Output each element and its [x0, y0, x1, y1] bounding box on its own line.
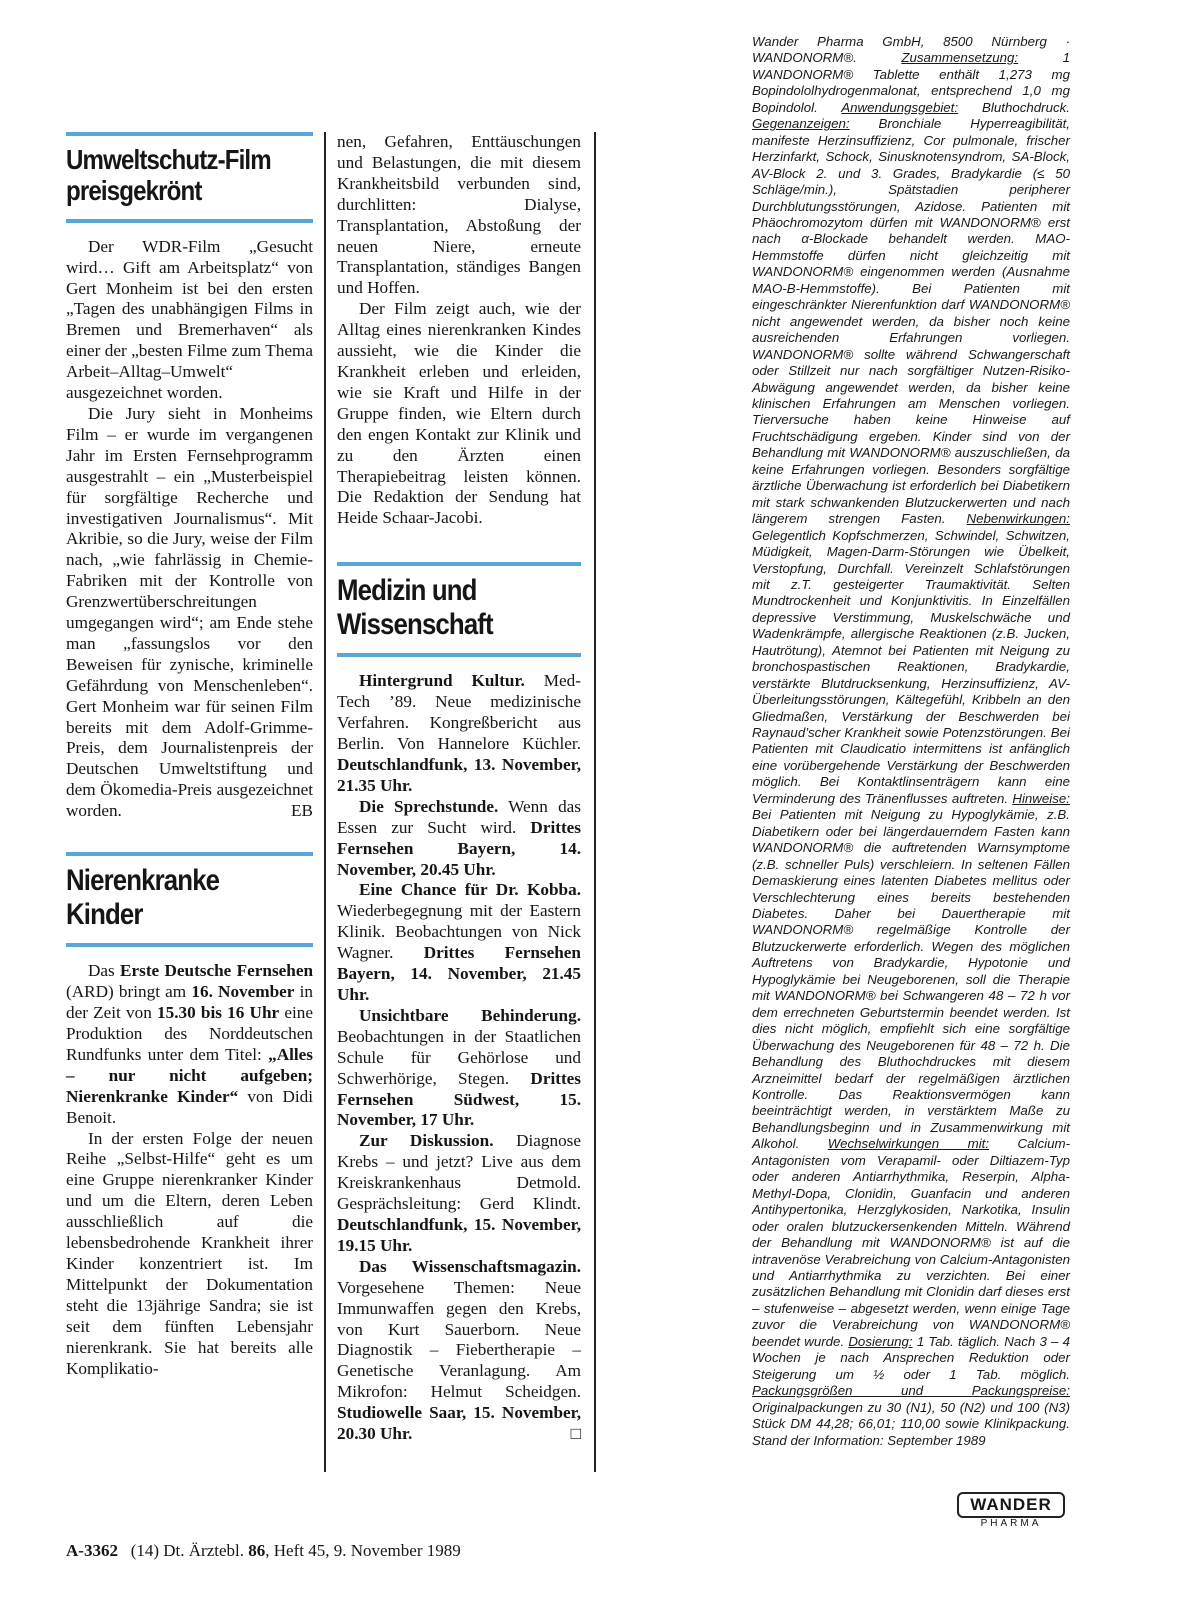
- program-description: Diagnose Krebs – und jetzt? Live aus dem Kreiskrankenhaus Detmold. Gesprächsleitung: Gerd Klindt.: [337, 1131, 582, 1214]
- heading-rule-top: [66, 132, 313, 136]
- pharma-text: 1 WANDONORM® Tablette enthält 1,273 mg Bopindololhydrogenmalonat, entsprechend 1,0 mg Bopindolol.: [752, 50, 1070, 115]
- page-number: A-3362: [66, 1541, 118, 1560]
- text: (ARD) bringt am: [66, 982, 192, 1002]
- heading-nierenkranke: Nierenkranke Kinder: [66, 864, 220, 931]
- paragraph: Der Film zeigt auch, wie der Alltag eines nierenkranken Kindes aussieht, wie die Kinder die Krankheit erleben und erleiden, wie sie Kraft und Hilfe in der Gruppe finden, wie Eltern durch den engen Kontakt zur Klinik und zu den Ärzten einen Therapiebeitrag leisten können. Die Redaktion der Sendung hat Heide Schaar-Jacobi.: [337, 299, 581, 528]
- program-title: Hintergrund Kultur.: [359, 671, 525, 691]
- heading-rule-bottom: [66, 219, 313, 223]
- program-broadcast: Drittes Fernsehen Südwest, 15. November, 17 Uhr.: [337, 1068, 581, 1130]
- text: von Didi Benoit.: [66, 1086, 313, 1127]
- program-title: Das Wissenschaftsmagazin.: [359, 1256, 581, 1276]
- heading-umweltschutz: Umweltschutz-Film preisgekrönt: [66, 144, 271, 207]
- pharma-text: Wander Pharma GmbH, 8500 Nürnberg · WANDONORM®.: [752, 34, 1070, 66]
- pharma-text: Bluthochdruck.: [958, 99, 1070, 115]
- pharma-info: [752, 34, 1070, 1449]
- section-label: Gegenanzeigen:: [752, 116, 850, 132]
- program-broadcast: Drittes Fernsehen Bayern, 14. November, 21.45 Uhr.: [337, 943, 581, 1004]
- section-label: Dosierung:: [848, 1333, 913, 1349]
- program-description: Beobachtungen in der Staatlichen Schule für Gehörlose und Schwerhörige, Stegen.: [337, 1026, 581, 1088]
- program-description: Wenn das Essen zur Sucht wird.: [337, 796, 581, 837]
- paragraph: [66, 961, 313, 1128]
- program-broadcast: Deutschlandfunk, 13. November, 21.35 Uhr.: [337, 755, 581, 795]
- paragraph: Die Jury sieht in Monheims Film – er wurde im vergangenen Jahr im Ersten Fernsehprogramm ausgestrahlt – ein „Musterbeispiel für sorgfältige Recherche und investigativen Journalismus“. Mit Akribie, so die Jury, weise der Film nach, „wie fahrlässig in Chemie-Fabriken mit der Kontrolle von Grenzwertüberschreitungen umgegangen wird“; am Ende stehe man „fassungslos vor den Beweisen für zynische, kriminelle Gefährdung von Menschenleben“. Gert Monheim war für seinen Film bereits mit dem Adolf-Grimme-Preis, dem Journalistenpreis der Deutschen Umweltstiftung und dem Ökomedia-Preis ausgezeichnet worden. EB: [66, 403, 313, 821]
- article-umweltschutz: [66, 237, 313, 822]
- article-nierenkranke: [66, 961, 313, 1379]
- paragraph: Der WDR-Film „Gesucht wird… Gift am Arbeitsplatz“ von Gert Monheim ist bei den ersten „Tagen des unabhängigen Films in Bremen und Bremerhaven“ als einer der „besten Filme zum Thema Arbeit–Alltag–Umwelt“ ausgezeichnet worden.: [66, 236, 313, 403]
- program-title: Zur Diskussion.: [359, 1131, 494, 1151]
- program-broadcast: Studiowelle Saar, 15. November, 20.30 Uhr.: [337, 1403, 581, 1444]
- program-broadcast: Deutschlandfunk, 15. November, 19.15 Uhr.: [337, 1214, 581, 1255]
- program-entry: [337, 880, 581, 1005]
- signature: EB: [291, 801, 313, 821]
- section-label: Anwendungsgebiet:: [841, 99, 959, 115]
- program-description: Wiederbegegnung mit der Eastern Klinik. Beobachtungen von Nick Wagner.: [337, 901, 581, 963]
- footer-issue: , Heft 45, 9. November 1989: [265, 1541, 461, 1560]
- column-divider: [324, 132, 326, 1472]
- program-entry: [337, 1257, 581, 1445]
- program-entry: [337, 671, 581, 796]
- column-divider: [594, 132, 596, 1472]
- program-title: Unsichtbare Behinderung.: [359, 1005, 581, 1025]
- page-footer: [66, 1541, 461, 1561]
- pharma-text: 1 Tab. täglich. Nach 3 – 4 Wochen je nach Ansprechen Reduktion oder Steigerung um ½ oder 1 Tab. möglich.: [752, 1333, 1070, 1382]
- end-mark: □: [570, 1424, 581, 1444]
- heading-rule-bottom: [66, 943, 313, 947]
- pharma-text: Gelegentlich Kopfschmerzen, Schwindel, Schwitzen, Müdigkeit, Magen-Darm-Störungen wie Übelkeit, Verstopfung, Durchfall. Vereinzelt Schlafstörungen mit z.T. gesteigerter Traumaktivität. Selten Mundtrockenheit und Konjunktivitis. In Einzelfällen depressive Verstimmung, Muskelschwäche und Wadenkrämpfe, allergische Reaktionen (z.B. Jucken, Hautrötung), Atemnot bei Patienten mit Neigung zu bronchospastischen Reaktionen, Bradykardie, verstärkte Blutdrucksenkung, Herzinsuffizienz, AV-Überleitungsstörungen, Kältegefühl, Kribbeln an den Gliedmaßen, Verstärkung der Beschwerden bei Raynaud’scher Krankheit sowie Potenzstörungen. Bei Patienten mit Claudicatio intermittens ist anfänglich eine vorübergehende Verstärkung der Beschwerden möglich. Bei Kontaktlinsenträgern kann eine Verminderung des Tränenflusses auftreten.: [752, 527, 1070, 806]
- heading-rule-bottom: [337, 653, 581, 657]
- program-entry: [337, 797, 581, 881]
- text: in der Zeit von: [66, 982, 313, 1023]
- pharma-text: Bei Patienten mit Neigung zu Hypoglykämie, z.B. Diabetikern oder bei längerdauerndem Fasten kann WANDONORM® die auftretenden Warnsymptome (z.B. schneller Puls) verschleiern. In seltenen Fällen Demaskierung eines latenten Diabetes mellitus oder Verschlechterung eines bereits bestehenden Diabetes. Daher bei Dauertherapie mit WANDONORM® regelmäßige Kontrolle der Blutzuckerwerte erforderlich. Wegen des möglichen Auftretens von Bradykardie, Hypotonie und Hypoglykämie bei Neugeborenen, soll die Therapie mit WANDONORM® bei Schwangeren 48 – 72 h vor dem errechneten Geburtstermin beendet werden. Ist dies nicht möglich, empfiehlt sich eine sorgfältige Überwachung des Neugeborenen für 48 – 72 h. Die Behandlung des Bluthochdruckes mit diesem Arzneimittel bedarf der regelmäßigen ärztlichen Kontrolle. Das Reaktionsvermögen kann beeinträchtigt werden, in verstärktem Maße zu Behandlungsbeginn und in Zusammenwirkung mit Alkohol.: [752, 807, 1070, 1152]
- column-1: [66, 132, 313, 1379]
- column-2: [337, 132, 581, 1445]
- bold-text: 16. November: [191, 982, 295, 1002]
- program-title: Eine Chance für Dr. Kobba.: [359, 880, 581, 900]
- program-list: [337, 671, 581, 1445]
- section-label: Hinweise:: [1012, 790, 1070, 806]
- program-entry: [337, 1131, 581, 1256]
- paragraph: In der ersten Folge der neuen Reihe „Selbst-Hilfe“ geht es um eine Gruppe nierenkranker Kinder und um die Eltern, deren Leben ausschließlich auf die lebensbedrohende Krankheit ihrer Kinder konzentriert ist. Im Mittelpunkt der Dokumentation steht die 13jährige Sandra; sie ist seit dem fünften Lebensjahr nierenkrank. Sie hat bereits alle Komplikatio-: [66, 1128, 313, 1378]
- section-label: Nebenwirkungen:: [966, 511, 1070, 527]
- bold-text: 15.30 bis 16 Uhr: [157, 1003, 280, 1023]
- heading-medizin: Medizin und Wissenschaft: [337, 574, 493, 641]
- program-broadcast: Drittes Fernsehen Bayern, 14. November, 20.45 Uhr.: [337, 817, 581, 879]
- section-label: Wechselwirkungen mit:: [827, 1136, 990, 1152]
- text: Das: [88, 961, 121, 981]
- section-label: Packungsgrößen und Packungspreise:: [752, 1383, 1070, 1399]
- text: eine Produktion des Norddeutschen Rundfunks unter dem Titel:: [66, 1003, 314, 1064]
- program-title: Die Sprechstunde.: [359, 796, 499, 816]
- program-description: Vorgesehene Themen: Neue Immunwaffen gegen den Krebs, von Kurt Sauerborn. Neue Diagnostik – Fiebertherapie – Genetische Veranlagung. Am Mikrofon: Helmut Scheidgen.: [337, 1277, 581, 1402]
- footer-journal: (14) Dt. Ärztebl.: [130, 1541, 249, 1560]
- heading-rule-top: [66, 852, 313, 856]
- pharma-text: Originalpackungen zu 30 (N1), 50 (N2) und 100 (N3) Stück DM 44,28; 66,01; 110,00 sowie Klinikpackung. Stand der Information: September 1989: [752, 1399, 1070, 1448]
- footer-volume: 86: [248, 1541, 266, 1560]
- pharma-text: Bronchiale Hyperreagibilität, manifeste Herzinsuffizienz, Cor pulmonale, frischer Herzinfarkt, Schock, Sinusknotensyndrom, SA-Block, AV-Block 2. und 3. Grades, Bradykardie (≤ 50 Schläge/min.), Spätstadien peripherer Durchblutungsstörungen, Azidose. Patienten mit Phäochromozytom dürfen mit WANDONORM® erst nach α-Blockade behandelt werden. MAO-Hemmstoffe dürfen nicht gleichzeitig mit WANDONORM® eingenommen werden (Ausnahme MAO-B-Hemmstoffe). Bei Patienten mit eingeschränkter Nierenfunktion darf WANDONORM® nicht angewendet werden, da bisher noch keine ausreichenden Erfahrungen vorliegen. WANDONORM® sollte während Schwangerschaft oder Stillzeit nur nach sorgfältiger Nutzen-Risiko-Abwägung angewendet werden, da bisher keine klinischen Erfahrungen am Menschen vorliegen. Tierversuche haben keine Hinweise auf Fruchtschädigung ergeben. Kinder sind von der Behandlung mit WANDONORM® auszuschließen, da keine Erfahrungen vorliegen. Besonders sorgfältige ärztliche Überwachung ist erforderlich bei Diabetikern mit stark schwankenden Blutzuckerwerten und nach längerem strengen Fasten.: [752, 116, 1070, 527]
- wander-pharma-logo: [957, 1492, 1065, 1532]
- bold-text: Erste Deutsche Fernsehen: [120, 961, 314, 981]
- bold-text: „Alles – nur nicht aufgeben; Nierenkranke Kinder“: [66, 1044, 313, 1106]
- logo-subtext: PHARMA: [980, 1518, 1042, 1529]
- logo-box: WANDER: [957, 1492, 1065, 1518]
- heading-rule-top: [337, 562, 581, 566]
- program-description: Med-Tech ’89. Neue medizinische Verfahren. Kongreßbericht aus Berlin. Von Hannelore Küchler.: [337, 671, 581, 754]
- section-label: Zusammensetzung:: [901, 50, 1019, 66]
- paragraph: nen, Gefahren, Enttäuschungen und Belastungen, die mit diesem Krankheitsbild verbunden sind, durchlitten: Dialyse, Transplantation, Abstoßung der neuen Niere, erneute Transplantation, ständiges Bangen und Hoffen.: [337, 132, 581, 298]
- article-continuation: [337, 132, 581, 529]
- pharma-text: Calcium-Antagonisten vom Verapamil- oder Diltiazem-Typ oder anderen Antiarrhythmika, Reserpin, Alpha-Methyl-Dopa, Clonidin, Guanfacin und anderen Antihypertonika, Herzglykosiden, Narkotika, Insulin oder oralen blutzuckersenkenden Mitteln. Während der Behandlung mit WANDONORM® ist auf die intravenöse Verabreichung von Calcium-Antagonisten und Antiarrhythmika zu verzichten. Bei einer zusätzlichen Behandlung mit Clonidin darf dieses erst – stufenweise – abgesetzt werden, wenn einige Tage zuvor die Verabreichung von WANDONORM® beendet wurde.: [752, 1136, 1071, 1349]
- program-entry: [337, 1006, 581, 1131]
